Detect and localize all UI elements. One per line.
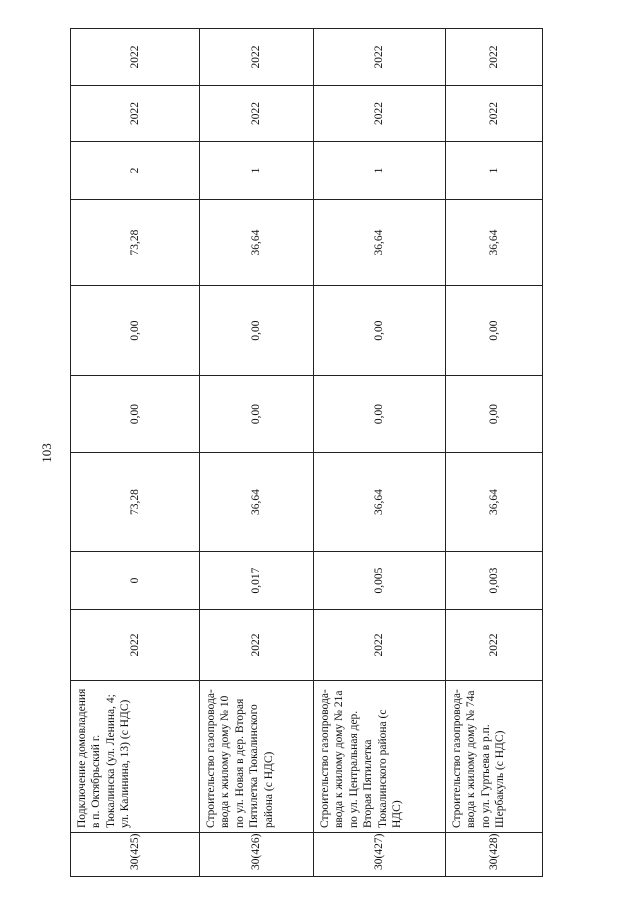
row-value-4: 0,00 [446, 286, 543, 376]
row-value-3: 0,00 [314, 376, 446, 453]
row-year-end: 2022 [200, 29, 314, 86]
row-value-5: 73,28 [71, 200, 200, 286]
row-year-end: 2022 [314, 29, 446, 86]
row-value-3: 0,00 [200, 376, 314, 453]
row-year-start: 2022 [71, 610, 200, 681]
row-value-4: 0,00 [200, 286, 314, 376]
row-year-start: 2022 [314, 610, 446, 681]
row-description: Строительство газопровода-ввода к жилому дому № 21а по ул. Центральная дер. Вторая Пятилетка Тюкалинского района (с НДС) [314, 681, 446, 833]
table-row [446, 29, 543, 877]
row-description: Подключение домовладения в п. Октябрьский г. Тюкалинска (ул. Ленина, 4; ул. Калинина, 13) (с НДС) [71, 681, 200, 833]
row-year-start: 2022 [200, 610, 314, 681]
row-description: Строительство газопровода-ввода к жилому дому № 74а по ул. Гуртьева в р.п. Шербакуль (с НДС) [446, 681, 543, 833]
row-year-mid: 2022 [200, 86, 314, 142]
row-value-3: 0,00 [446, 376, 543, 453]
row-year-mid: 2022 [314, 86, 446, 142]
row-id: 30(426) [200, 833, 314, 877]
row-value-4: 0,00 [314, 286, 446, 376]
investment-table [70, 28, 543, 877]
row-year-mid: 2022 [446, 86, 543, 142]
row-id: 30(425) [71, 833, 200, 877]
row-value-2: 73,28 [71, 453, 200, 552]
table-row [314, 29, 446, 877]
row-year-end: 2022 [71, 29, 200, 86]
row-id: 30(427) [314, 833, 446, 877]
row-value-2: 36,64 [446, 453, 543, 552]
row-value-1: 0,003 [446, 552, 543, 610]
row-year-end: 2022 [446, 29, 543, 86]
row-value-6: 1 [200, 142, 314, 200]
row-value-1: 0,005 [314, 552, 446, 610]
row-value-2: 36,64 [200, 453, 314, 552]
row-value-1: 0,017 [200, 552, 314, 610]
row-year-mid: 2022 [71, 86, 200, 142]
row-value-5: 36,64 [446, 200, 543, 286]
row-value-5: 36,64 [200, 200, 314, 286]
row-value-4: 0,00 [71, 286, 200, 376]
table-row [71, 29, 200, 877]
row-value-1: 0 [71, 552, 200, 610]
table-container [70, 29, 542, 877]
row-value-5: 36,64 [314, 200, 446, 286]
row-year-start: 2022 [446, 610, 543, 681]
row-value-6: 2 [71, 142, 200, 200]
row-id: 30(428) [446, 833, 543, 877]
row-value-2: 36,64 [314, 453, 446, 552]
row-description: Строительство газопровода-ввода к жилому дому № 10 по ул. Новая в дер. Вторая Пятилетка Тюкалинского района (с НДС) [200, 681, 314, 833]
row-value-6: 1 [314, 142, 446, 200]
table-row [200, 29, 314, 877]
row-value-6: 1 [446, 142, 543, 200]
page-number: 103 [39, 443, 54, 463]
row-value-3: 0,00 [71, 376, 200, 453]
